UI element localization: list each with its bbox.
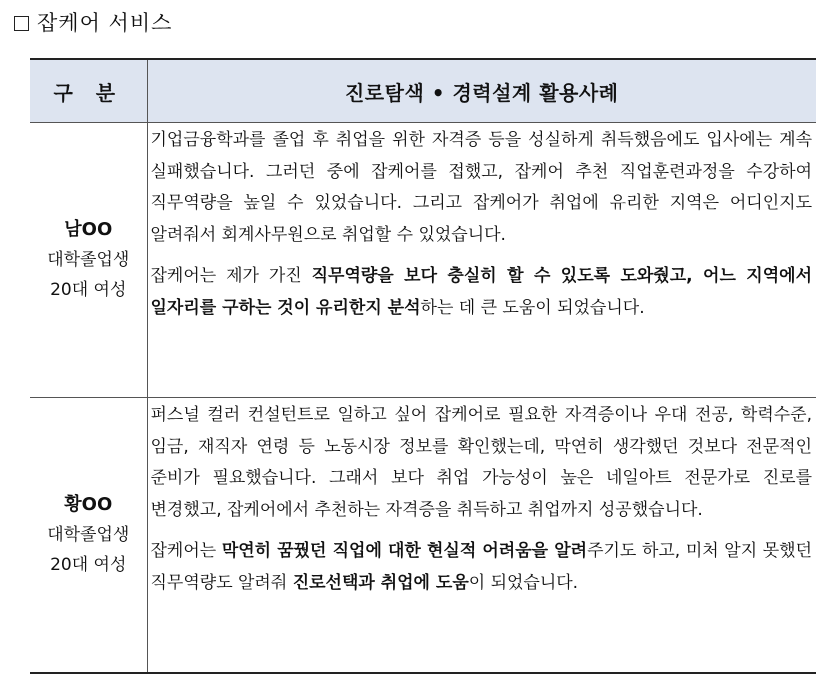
summary-emphasis: 막연히 꿈꿨던 직업에 대한 현실적 어려움을 알려 xyxy=(221,541,588,561)
case-table xyxy=(30,58,816,674)
person-cell xyxy=(30,123,147,398)
column-header-cases: 진로탐색 • 경력설계 활용사례 xyxy=(147,59,816,123)
story-summary xyxy=(151,261,813,324)
person-name: 남OO xyxy=(64,219,113,240)
story-paragraph: 기업금융학과를 졸업 후 취업을 위한 자격증 등을 성실하게 취득했음에도 입사에는 계속 실패했습니다. 그러던 중에 잡케어를 접했고, 잡케어 추천 직업훈련과정을 수강하여 직무역량을 높일 수 있었습니다. 그리고 잡케어가 취업에 유리한 지역은 어디인지도 알려줘서 회계사무원으로 취업할 수 있었습니다. xyxy=(150,130,812,245)
summary-text: 이 되었습니다. xyxy=(468,572,579,593)
person-age-gender: 20대 여성 xyxy=(50,555,127,575)
summary-emphasis: 직무역량을 보다 충실히 할 수 있도록 도와줬고, 어느 지역에서 일자리를 구하는 것이 유리한지 분석 xyxy=(150,266,812,318)
summary-emphasis: 진로선택과 취업에 도움 xyxy=(292,572,469,593)
section-heading-text: 잡케어 서비스 xyxy=(37,11,173,35)
table-header-row xyxy=(30,59,816,123)
story-summary xyxy=(151,536,813,599)
section-heading xyxy=(14,8,172,38)
person-status: 대학졸업생 xyxy=(47,525,130,545)
person-cell xyxy=(30,398,147,674)
summary-text: 잡케어는 제가 가진 xyxy=(150,266,312,286)
table-row xyxy=(30,398,816,674)
column-header-category: 구 분 xyxy=(30,59,147,123)
person-age-gender: 20대 여성 xyxy=(50,280,127,300)
person-status: 대학졸업생 xyxy=(47,250,130,270)
story-paragraph: 퍼스널 컬러 컨설턴트로 일하고 싶어 잡케어로 필요한 자격증이나 우대 전공, 학력수준, 임금, 재직자 연령 등 노동시장 정보를 확인했는데, 막연히 생각했던 것보다 전문적인 준비가 필요했습니다. 그래서 보다 취업 가능성이 높은 네일아트 전문가로 진로를 변경했고, 잡케어에서 추천하는 자격증을 취득하고 취업까지 성공했습니다. xyxy=(150,405,812,520)
person-name: 황OO xyxy=(64,494,113,515)
summary-text: 잡케어는 xyxy=(150,541,222,561)
summary-text: 하는 데 큰 도움이 되었습니다. xyxy=(420,297,645,318)
table-row xyxy=(30,123,816,398)
summary-text: 주기도 하고, 미처 알지 못했던 직무역량도 알려줘 xyxy=(150,541,813,593)
story-cell xyxy=(147,398,816,674)
story-cell xyxy=(147,123,816,398)
checkbox-square-icon xyxy=(14,16,29,31)
